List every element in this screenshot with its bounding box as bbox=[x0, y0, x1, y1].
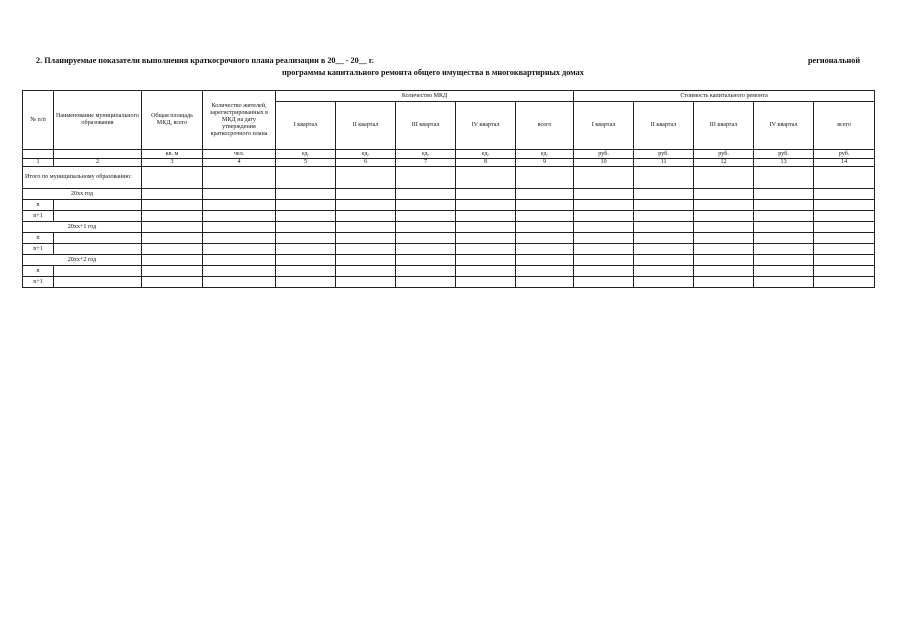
column-number: 10 bbox=[574, 159, 634, 167]
table-cell bbox=[336, 244, 396, 255]
header-cost-quarter: III квартал bbox=[694, 102, 754, 150]
table-row bbox=[23, 200, 875, 211]
units-cell: ед. bbox=[456, 150, 516, 159]
header-mkd-total: всего bbox=[516, 102, 574, 150]
table-cell bbox=[694, 244, 754, 255]
table-cell bbox=[142, 266, 203, 277]
indicators-table bbox=[22, 90, 875, 288]
table-cell bbox=[574, 244, 634, 255]
column-number: 7 bbox=[396, 159, 456, 167]
table-cell bbox=[754, 255, 814, 266]
year-group-label: 20хх год bbox=[23, 189, 142, 200]
table-cell bbox=[634, 200, 694, 211]
table-cell bbox=[203, 255, 276, 266]
column-number: 9 bbox=[516, 159, 574, 167]
table-cell bbox=[456, 167, 516, 189]
table-cell bbox=[754, 211, 814, 222]
units-cell: ед. bbox=[276, 150, 336, 159]
column-number: 5 bbox=[276, 159, 336, 167]
table-cell bbox=[634, 255, 694, 266]
table-cell bbox=[694, 233, 754, 244]
table-cell bbox=[396, 277, 456, 288]
table-cell bbox=[456, 255, 516, 266]
table-cell bbox=[456, 233, 516, 244]
table-cell bbox=[396, 189, 456, 200]
table-cell bbox=[634, 222, 694, 233]
header-mkd-quarter: III квартал bbox=[396, 102, 456, 150]
table-cell bbox=[276, 244, 336, 255]
table-cell bbox=[456, 189, 516, 200]
table-cell bbox=[336, 211, 396, 222]
column-number: 4 bbox=[203, 159, 276, 167]
table-cell bbox=[516, 222, 574, 233]
table-cell bbox=[276, 222, 336, 233]
units-cell: ед. bbox=[336, 150, 396, 159]
table-cell bbox=[694, 211, 754, 222]
units-cell: руб. bbox=[694, 150, 754, 159]
table-cell bbox=[754, 233, 814, 244]
table-cell bbox=[754, 167, 814, 189]
table-cell bbox=[142, 233, 203, 244]
table-cell bbox=[634, 244, 694, 255]
table-cell bbox=[142, 277, 203, 288]
table-cell bbox=[516, 200, 574, 211]
total-label: Итого по муниципальному образованию: bbox=[23, 167, 142, 189]
header-cell-area: Общая площадь МКД, всего bbox=[142, 91, 203, 150]
table-cell bbox=[54, 277, 142, 288]
table-cell bbox=[142, 222, 203, 233]
header-cost-quarter: II квартал bbox=[634, 102, 694, 150]
column-number: 8 bbox=[456, 159, 516, 167]
table-cell bbox=[574, 233, 634, 244]
table-cell bbox=[142, 255, 203, 266]
table-cell bbox=[336, 255, 396, 266]
table-cell bbox=[276, 277, 336, 288]
table-cell bbox=[754, 244, 814, 255]
header-mkd-quarter: IV квартал bbox=[456, 102, 516, 150]
table-cell bbox=[203, 167, 276, 189]
table-cell bbox=[203, 211, 276, 222]
table-cell bbox=[396, 167, 456, 189]
column-numbers-row bbox=[23, 159, 875, 167]
table-cell bbox=[634, 233, 694, 244]
table-cell bbox=[456, 211, 516, 222]
table-row bbox=[23, 277, 875, 288]
table-cell bbox=[694, 189, 754, 200]
header-mkd-quarter: I квартал bbox=[276, 102, 336, 150]
table-cell bbox=[396, 255, 456, 266]
table-cell bbox=[516, 167, 574, 189]
year-group-row bbox=[23, 189, 875, 200]
table-cell bbox=[694, 255, 754, 266]
units-cell: руб. bbox=[814, 150, 875, 159]
table-cell bbox=[142, 200, 203, 211]
table-cell bbox=[456, 222, 516, 233]
table-cell bbox=[516, 266, 574, 277]
total-row bbox=[23, 167, 875, 189]
table-cell bbox=[336, 200, 396, 211]
header-cell-residents: Количество жителей, зарегистрированных в МКД на дату утверждения краткосрочного плана bbox=[203, 91, 276, 150]
table-cell bbox=[694, 167, 754, 189]
table-cell bbox=[516, 244, 574, 255]
header-row-groups bbox=[23, 91, 875, 102]
table-cell bbox=[142, 189, 203, 200]
table-cell bbox=[336, 167, 396, 189]
table-cell bbox=[336, 277, 396, 288]
table-cell bbox=[574, 211, 634, 222]
table-cell bbox=[276, 167, 336, 189]
header-cell-name: Наименование муниципального образования bbox=[54, 91, 142, 150]
table-cell bbox=[396, 211, 456, 222]
table-cell bbox=[336, 189, 396, 200]
table-cell bbox=[203, 222, 276, 233]
header-cost-quarter: IV квартал bbox=[754, 102, 814, 150]
column-number: 14 bbox=[814, 159, 875, 167]
year-group-label: 20хх+1 год bbox=[23, 222, 142, 233]
units-cell: руб. bbox=[634, 150, 694, 159]
table-cell bbox=[203, 266, 276, 277]
table-cell bbox=[574, 277, 634, 288]
units-cell: руб. bbox=[754, 150, 814, 159]
year-group-row bbox=[23, 222, 875, 233]
column-number: 13 bbox=[754, 159, 814, 167]
table-cell bbox=[694, 222, 754, 233]
table-row bbox=[23, 266, 875, 277]
units-cell: руб. bbox=[574, 150, 634, 159]
table-cell bbox=[574, 266, 634, 277]
table-cell bbox=[814, 266, 875, 277]
table-cell bbox=[54, 244, 142, 255]
units-row bbox=[23, 150, 875, 159]
year-group-label: 20хх+2 год bbox=[23, 255, 142, 266]
table-cell bbox=[276, 189, 336, 200]
column-number: 1 bbox=[23, 159, 54, 167]
table-cell bbox=[516, 233, 574, 244]
table-cell bbox=[814, 189, 875, 200]
table-cell bbox=[574, 167, 634, 189]
table-cell bbox=[54, 211, 142, 222]
table-cell bbox=[456, 277, 516, 288]
table-cell bbox=[203, 233, 276, 244]
table-cell bbox=[694, 266, 754, 277]
table-cell bbox=[142, 244, 203, 255]
table-cell bbox=[634, 189, 694, 200]
document-title: 2. Планируемые показатели выполнения краткосрочного плана реализации в 20__ - 20__ г. bbox=[36, 56, 374, 65]
header-cost-quarter: I квартал bbox=[574, 102, 634, 150]
table-cell bbox=[276, 200, 336, 211]
table-cell bbox=[396, 222, 456, 233]
header-group-mkd-count: Количество МКД bbox=[276, 91, 574, 102]
units-cell: ед. bbox=[516, 150, 574, 159]
units-cell bbox=[54, 150, 142, 159]
table-cell bbox=[574, 189, 634, 200]
document-title-right: региональной bbox=[808, 56, 861, 65]
table-cell bbox=[574, 200, 634, 211]
column-number: 2 bbox=[54, 159, 142, 167]
table-cell bbox=[754, 222, 814, 233]
table-cell bbox=[456, 266, 516, 277]
column-number: 6 bbox=[336, 159, 396, 167]
document-subtitle: программы капитального ремонта общего имущества в многоквартирных домах bbox=[282, 68, 584, 77]
table-cell bbox=[336, 266, 396, 277]
header-cost-total: всего bbox=[814, 102, 875, 150]
table-cell bbox=[203, 244, 276, 255]
table-cell bbox=[754, 189, 814, 200]
table-cell bbox=[516, 277, 574, 288]
table-cell bbox=[814, 255, 875, 266]
table-cell bbox=[396, 233, 456, 244]
table-cell bbox=[456, 244, 516, 255]
table-cell bbox=[276, 211, 336, 222]
table-cell bbox=[396, 266, 456, 277]
table-cell bbox=[54, 233, 142, 244]
row-number: n+1 bbox=[23, 211, 54, 222]
table-cell bbox=[54, 200, 142, 211]
table-cell bbox=[754, 277, 814, 288]
table-cell bbox=[814, 200, 875, 211]
row-number: n bbox=[23, 233, 54, 244]
table-cell bbox=[276, 255, 336, 266]
table-cell bbox=[814, 244, 875, 255]
table-cell bbox=[142, 167, 203, 189]
table-cell bbox=[203, 200, 276, 211]
row-number: n bbox=[23, 200, 54, 211]
table-cell bbox=[203, 277, 276, 288]
table-cell bbox=[574, 222, 634, 233]
table-cell bbox=[634, 167, 694, 189]
table-cell bbox=[634, 211, 694, 222]
table-cell bbox=[396, 200, 456, 211]
header-mkd-quarter: II квартал bbox=[336, 102, 396, 150]
table-cell bbox=[396, 244, 456, 255]
units-cell: кв. м bbox=[142, 150, 203, 159]
table-cell bbox=[336, 233, 396, 244]
column-number: 12 bbox=[694, 159, 754, 167]
table-cell bbox=[694, 277, 754, 288]
table-cell bbox=[574, 255, 634, 266]
table-cell bbox=[516, 255, 574, 266]
units-cell: чел. bbox=[203, 150, 276, 159]
table-cell bbox=[694, 200, 754, 211]
row-number: n+1 bbox=[23, 277, 54, 288]
column-number: 3 bbox=[142, 159, 203, 167]
table-cell bbox=[203, 189, 276, 200]
table-row bbox=[23, 233, 875, 244]
table-cell bbox=[634, 277, 694, 288]
table-cell bbox=[634, 266, 694, 277]
row-number: n+1 bbox=[23, 244, 54, 255]
units-cell bbox=[23, 150, 54, 159]
header-group-repair-cost: Стоимость капитального ремонта bbox=[574, 91, 875, 102]
table-cell bbox=[456, 200, 516, 211]
column-number: 11 bbox=[634, 159, 694, 167]
table-cell bbox=[814, 277, 875, 288]
row-number: n bbox=[23, 266, 54, 277]
table-cell bbox=[142, 211, 203, 222]
header-cell-no: № п/п bbox=[23, 91, 54, 150]
table-row bbox=[23, 244, 875, 255]
year-group-row bbox=[23, 255, 875, 266]
table-cell bbox=[814, 167, 875, 189]
table-row bbox=[23, 211, 875, 222]
table-cell bbox=[814, 211, 875, 222]
table-cell bbox=[276, 233, 336, 244]
table-cell bbox=[516, 189, 574, 200]
table-cell bbox=[754, 200, 814, 211]
table-cell bbox=[54, 266, 142, 277]
table-cell bbox=[516, 211, 574, 222]
units-cell: ед. bbox=[396, 150, 456, 159]
table-cell bbox=[814, 233, 875, 244]
table-cell bbox=[276, 266, 336, 277]
table-cell bbox=[814, 222, 875, 233]
table-cell bbox=[754, 266, 814, 277]
table-cell bbox=[336, 222, 396, 233]
